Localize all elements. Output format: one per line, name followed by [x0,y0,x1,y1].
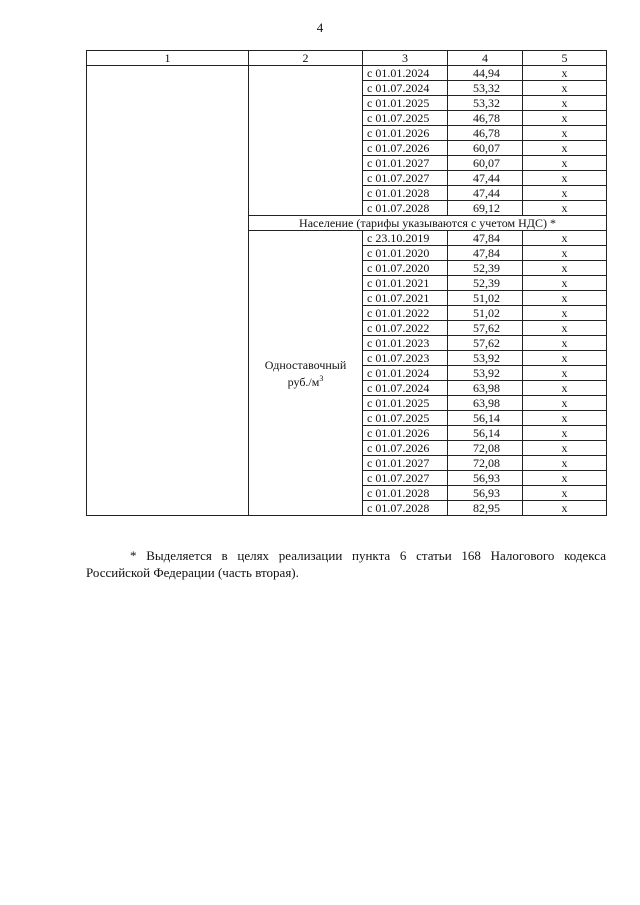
tariff-value-cell: 56,14 [448,411,523,426]
mark-cell: х [523,366,607,381]
mark-cell: х [523,501,607,516]
mark-cell: х [523,411,607,426]
mark-cell: х [523,336,607,351]
period-cell: с 01.01.2021 [363,276,448,291]
period-cell: с 01.07.2026 [363,441,448,456]
tariff-value-cell: 44,94 [448,66,523,81]
mark-cell: х [523,261,607,276]
mark-cell: х [523,306,607,321]
tariff-value-cell: 52,39 [448,276,523,291]
section-title: Население (тарифы указываются с учетом НДС) * [249,216,607,231]
mark-cell: х [523,156,607,171]
period-cell: с 01.01.2020 [363,246,448,261]
tariff-value-cell: 47,44 [448,186,523,201]
period-cell: с 01.01.2025 [363,396,448,411]
mark-cell: х [523,201,607,216]
mark-cell: х [523,126,607,141]
tariff-value-cell: 53,92 [448,366,523,381]
tariff-value-cell: 47,84 [448,231,523,246]
mark-cell: х [523,471,607,486]
mark-cell: х [523,441,607,456]
period-cell: с 01.01.2024 [363,366,448,381]
tariff-value-cell: 53,32 [448,81,523,96]
tariff-value-cell: 46,78 [448,126,523,141]
period-cell: с 01.07.2021 [363,291,448,306]
period-cell: с 01.07.2025 [363,411,448,426]
mark-cell: х [523,246,607,261]
tariff-value-cell: 63,98 [448,396,523,411]
period-cell: с 01.07.2020 [363,261,448,276]
mark-cell: х [523,486,607,501]
tariff-value-cell: 57,62 [448,336,523,351]
mark-cell: х [523,321,607,336]
period-cell: с 01.07.2022 [363,321,448,336]
unit-label: руб./м [287,374,320,389]
mark-cell: х [523,396,607,411]
column-2-cell [249,66,363,216]
tariff-value-cell: 47,44 [448,171,523,186]
tariff-value-cell: 82,95 [448,501,523,516]
mark-cell: х [523,456,607,471]
tariff-value-cell: 46,78 [448,111,523,126]
tariff-value-cell: 60,07 [448,141,523,156]
period-cell: с 01.01.2028 [363,486,448,501]
period-cell: с 01.07.2025 [363,111,448,126]
tariff-value-cell: 57,62 [448,321,523,336]
column-1-cell [87,66,249,516]
period-cell: с 01.07.2026 [363,141,448,156]
period-cell: с 01.07.2027 [363,471,448,486]
mark-cell: х [523,81,607,96]
period-cell: с 01.01.2026 [363,126,448,141]
mark-cell: х [523,66,607,81]
period-cell: с 01.01.2023 [363,336,448,351]
period-cell: с 01.07.2023 [363,351,448,366]
period-cell: с 01.07.2024 [363,81,448,96]
mark-cell: х [523,351,607,366]
header-row [87,51,607,66]
tariff-value-cell: 56,93 [448,471,523,486]
table-row [87,66,607,81]
tariff-value-cell: 51,02 [448,291,523,306]
header-cell-4: 4 [448,51,523,66]
period-cell: с 01.01.2028 [363,186,448,201]
mark-cell: х [523,381,607,396]
header-cell-1: 1 [87,51,249,66]
period-cell: с 01.07.2024 [363,381,448,396]
footnote: * Выделяется в целях реализации пункта 6 статьи 168 Налогового кодекса Российской Федерации (часть вторая). [86,548,606,580]
mark-cell: х [523,141,607,156]
header-cell-2: 2 [249,51,363,66]
header-cell-3: 3 [363,51,448,66]
mark-cell: х [523,231,607,246]
tariff-value-cell: 72,08 [448,441,523,456]
period-cell: с 01.01.2026 [363,426,448,441]
period-cell: с 01.01.2027 [363,156,448,171]
tariff-value-cell: 52,39 [448,261,523,276]
period-cell: с 23.10.2019 [363,231,448,246]
period-cell: с 01.07.2028 [363,501,448,516]
mark-cell: х [523,111,607,126]
period-cell: с 01.01.2027 [363,456,448,471]
header-cell-5: 5 [523,51,607,66]
period-cell: с 01.01.2025 [363,96,448,111]
tariff-value-cell: 72,08 [448,456,523,471]
tariff-value-cell: 53,92 [448,351,523,366]
mark-cell: х [523,276,607,291]
page-number: 4 [316,20,324,35]
tariff-value-cell: 51,02 [448,306,523,321]
tariff-value-cell: 60,07 [448,156,523,171]
tariff-type-cell [249,231,363,516]
tariff-value-cell: 56,93 [448,486,523,501]
mark-cell: х [523,291,607,306]
mark-cell: х [523,96,607,111]
unit-exponent: 3 [319,373,324,383]
tariff-value-cell: 63,98 [448,381,523,396]
mark-cell: х [523,171,607,186]
mark-cell: х [523,426,607,441]
tariff-value-cell: 53,32 [448,96,523,111]
tariff-value-cell: 47,84 [448,246,523,261]
period-cell: с 01.07.2027 [363,171,448,186]
period-cell: с 01.07.2028 [363,201,448,216]
period-cell: с 01.01.2024 [363,66,448,81]
tariff-value-cell: 69,12 [448,201,523,216]
tariff-value-cell: 56,14 [448,426,523,441]
mark-cell: х [523,186,607,201]
tariff-table [86,50,607,516]
tariff-type-label: Одноставочный [264,357,347,372]
period-cell: с 01.01.2022 [363,306,448,321]
